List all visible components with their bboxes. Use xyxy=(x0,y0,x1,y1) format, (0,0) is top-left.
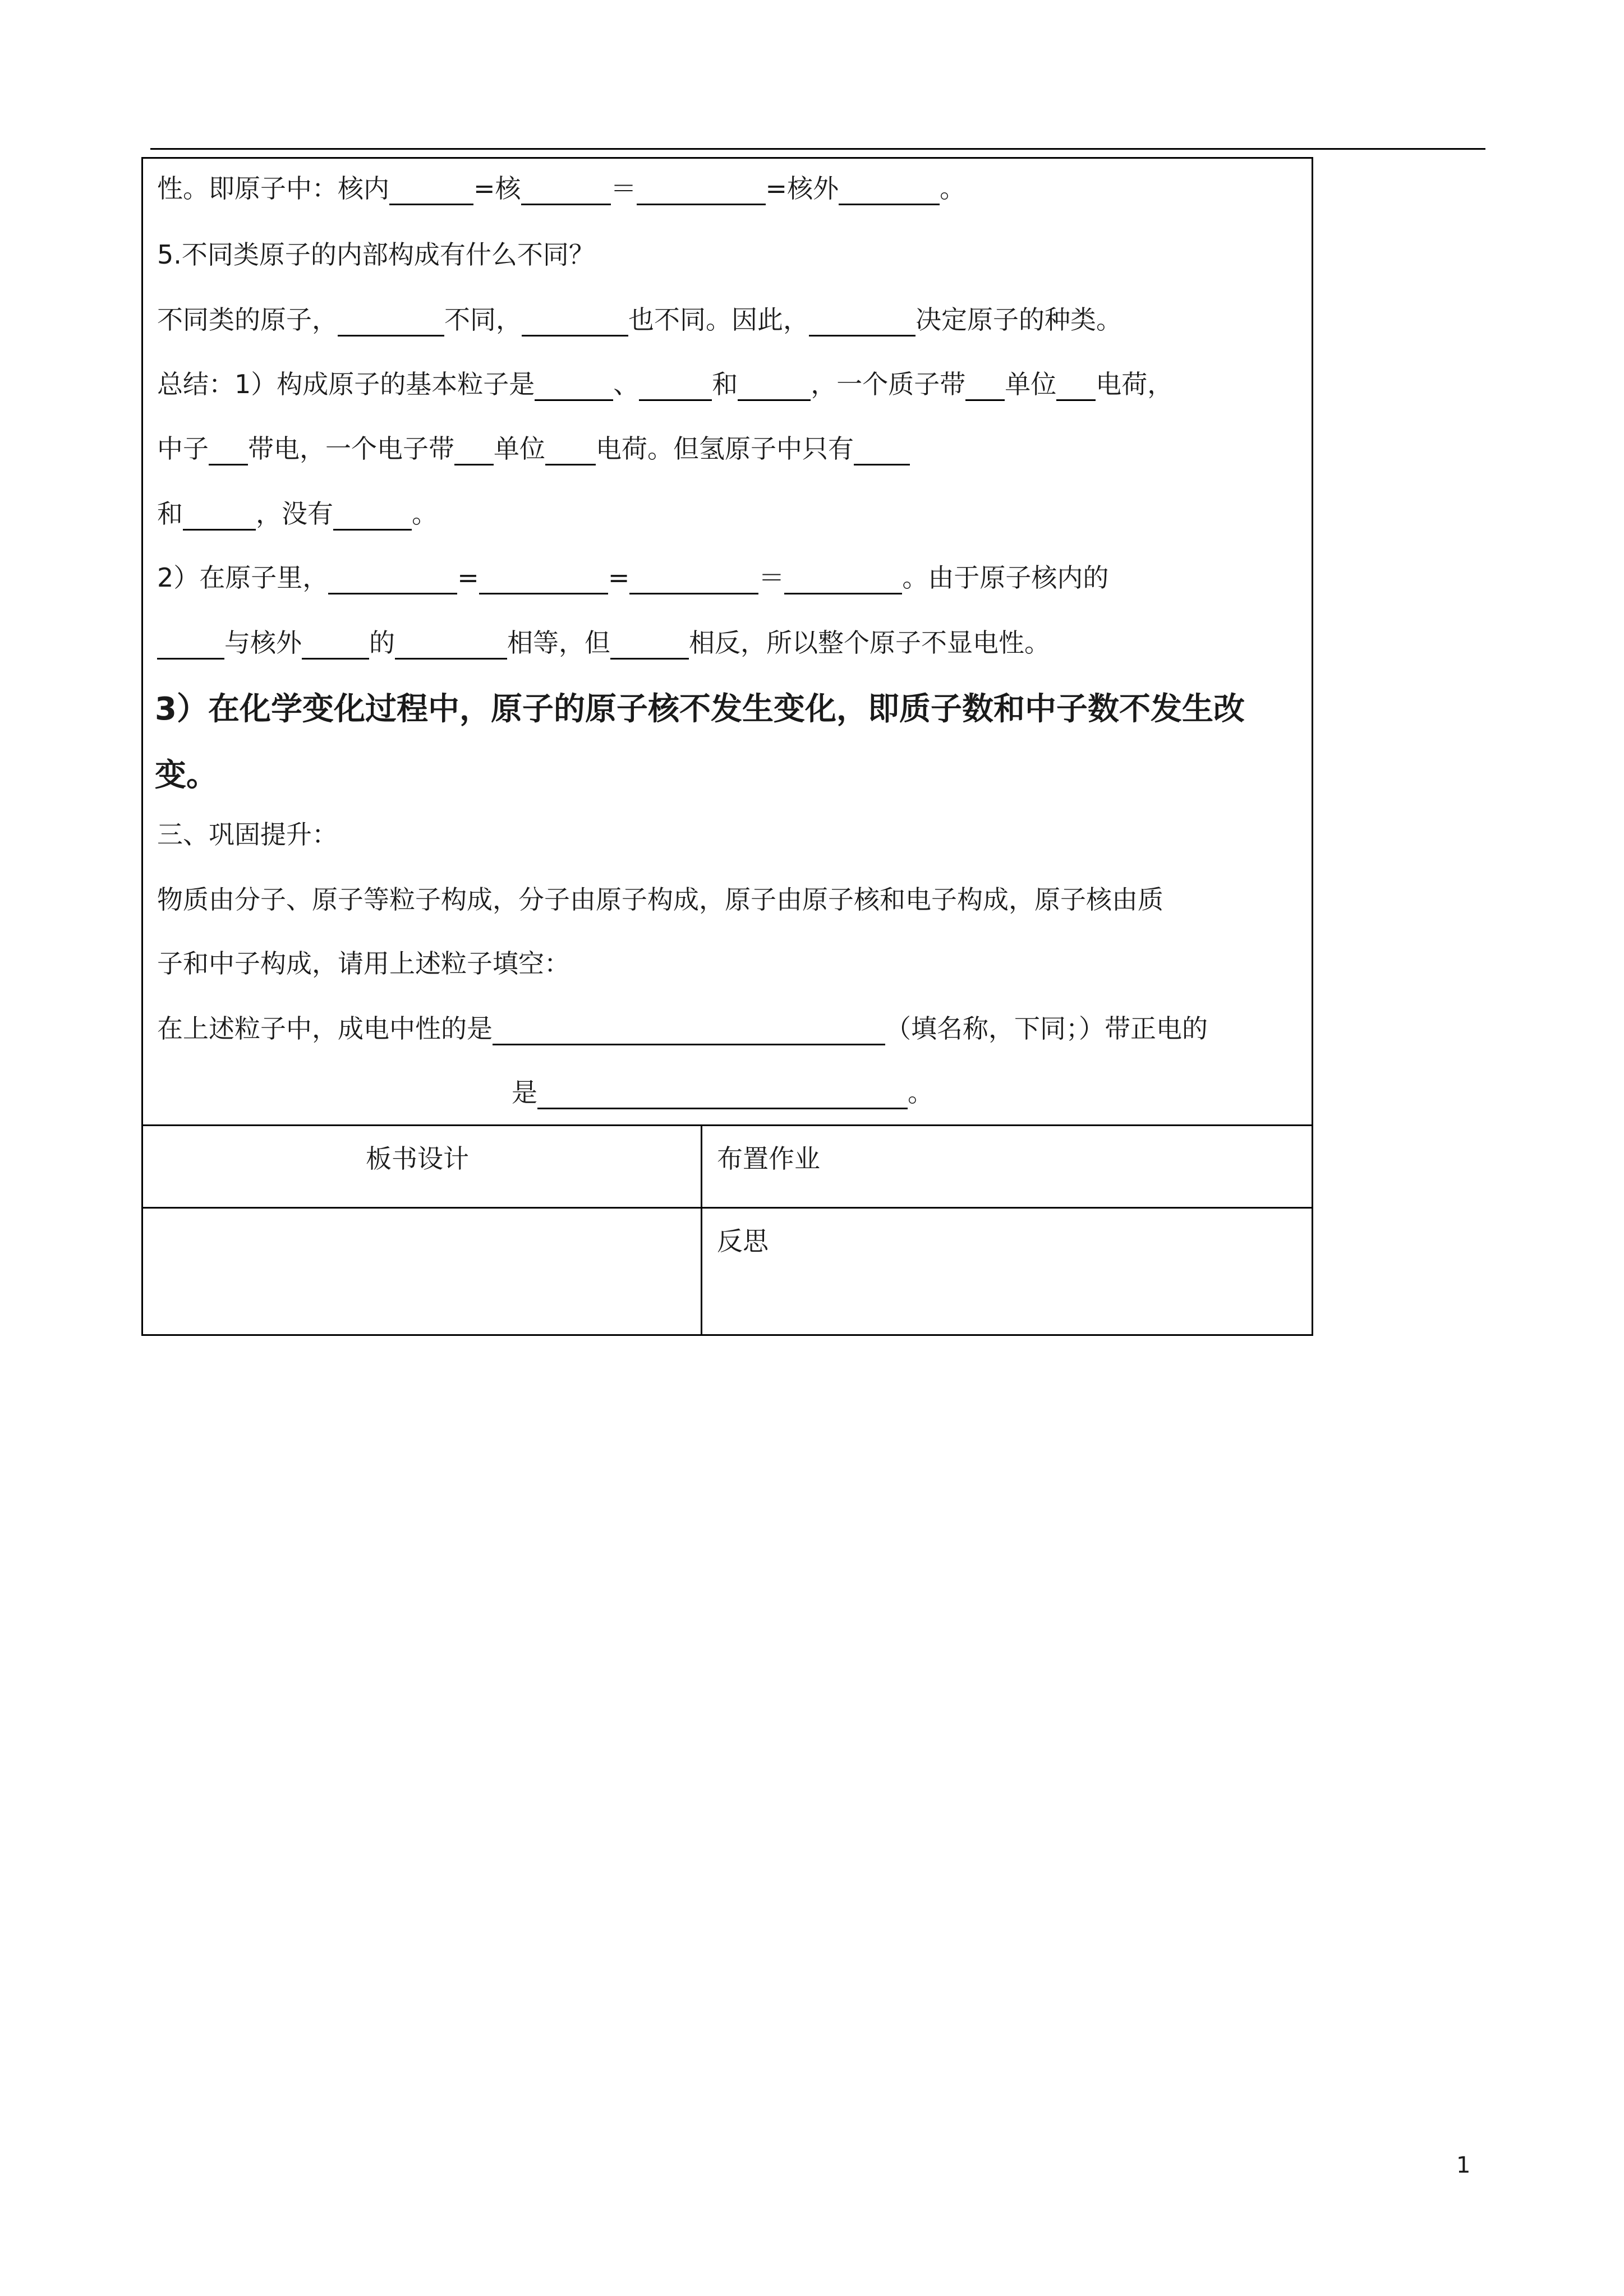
line-15 xyxy=(512,1076,933,1109)
line-5 xyxy=(157,432,910,465)
blank[interactable] xyxy=(535,375,613,401)
text: 单位 xyxy=(494,434,545,464)
table-top-rule xyxy=(141,1124,1313,1126)
text: 带电，一个电子带 xyxy=(248,434,454,464)
blank[interactable] xyxy=(493,1019,885,1045)
text: 子和中子构成，请用上述粒子填空： xyxy=(157,948,570,979)
blank[interactable] xyxy=(454,439,494,465)
summary-point-3: 3）在化学变化过程中，原子的原子核不发生变化，即质子数和中子数不发生改 xyxy=(155,691,1245,727)
text: 电荷， xyxy=(1096,369,1174,399)
table-column-divider xyxy=(701,1124,702,1336)
blank[interactable] xyxy=(395,633,507,660)
text: 、 xyxy=(613,369,640,399)
line-4 xyxy=(157,367,1173,401)
text: 物质由分子、原子等粒子构成，分子由原子构成，原子由原子核和电子构成，原子核由质 xyxy=(157,884,1163,915)
blank[interactable] xyxy=(209,439,248,465)
question-5: 5.不同类原子的内部构成有什么不同？ xyxy=(157,239,595,270)
line-13 xyxy=(157,947,570,980)
text: 也不同。因此， xyxy=(628,305,809,335)
text: （填名称，下同；）带正电的 xyxy=(885,1013,1208,1044)
blank[interactable] xyxy=(338,310,444,336)
text: 性。即原子中：核内 xyxy=(157,173,389,204)
blank[interactable] xyxy=(333,504,412,531)
blank[interactable] xyxy=(328,568,457,594)
text: 电荷。但氢原子中只有 xyxy=(596,434,854,464)
text: 不同类的原子， xyxy=(157,305,338,335)
text: 。由于原子核内的 xyxy=(902,563,1109,593)
blank[interactable] xyxy=(522,310,628,336)
line-9 xyxy=(155,690,1245,729)
blank[interactable] xyxy=(738,375,811,401)
blank[interactable] xyxy=(639,375,712,401)
table-middle-rule xyxy=(141,1207,1313,1209)
line-8 xyxy=(157,626,1050,660)
blank[interactable] xyxy=(545,439,596,465)
text: 决定原子的种类。 xyxy=(915,305,1122,335)
text: 相等，但 xyxy=(507,628,610,658)
blank[interactable] xyxy=(809,310,915,336)
text: 与核外 xyxy=(224,628,302,658)
blank[interactable] xyxy=(183,504,256,531)
text: 总结：1）构成原子的基本粒子是 xyxy=(157,369,535,399)
blank[interactable] xyxy=(637,179,766,205)
blank[interactable] xyxy=(1056,375,1096,401)
text: 相反，所以整个原子不显电性。 xyxy=(689,628,1050,658)
blank[interactable] xyxy=(854,439,910,465)
line-3 xyxy=(157,303,1122,336)
text: 。 xyxy=(940,173,966,204)
board-design-label: 板书设计 xyxy=(366,1144,469,1174)
text: =核 xyxy=(473,173,521,204)
line-14 xyxy=(157,1012,1208,1045)
blank[interactable] xyxy=(610,633,689,660)
text: = xyxy=(608,563,630,593)
homework-label: 布置作业 xyxy=(717,1144,820,1174)
text: =核外 xyxy=(765,173,839,204)
text: ，一个质子带 xyxy=(811,369,966,399)
blank[interactable] xyxy=(965,375,1005,401)
text: 和 xyxy=(157,499,183,529)
blank[interactable] xyxy=(784,568,902,594)
blank[interactable] xyxy=(302,633,369,660)
line-10 xyxy=(155,756,218,795)
blank[interactable] xyxy=(629,568,758,594)
line-1 xyxy=(157,172,965,205)
blank[interactable] xyxy=(839,179,940,205)
text: ＝ xyxy=(610,173,637,204)
text: 在上述粒子中，成电中性的是 xyxy=(157,1013,493,1044)
line-7 xyxy=(157,561,1108,594)
text: 和 xyxy=(712,369,738,399)
blank[interactable] xyxy=(157,633,224,660)
page-number: 1 xyxy=(1456,2152,1471,2178)
text: 。 xyxy=(908,1077,933,1108)
text: 单位 xyxy=(1005,369,1057,399)
blank[interactable] xyxy=(479,568,608,594)
section-heading: 三、巩固提升： xyxy=(157,819,338,850)
header-rule xyxy=(150,148,1485,150)
text: = xyxy=(457,563,479,593)
blank[interactable] xyxy=(537,1083,908,1109)
line-12 xyxy=(157,883,1163,916)
summary-point-3-end: 变。 xyxy=(155,757,218,794)
reflection-label: 反思 xyxy=(717,1226,769,1256)
text: 。 xyxy=(412,499,438,529)
text: 的 xyxy=(369,628,395,658)
line-6 xyxy=(157,497,438,531)
text: ＝ xyxy=(758,563,785,593)
blank[interactable] xyxy=(389,179,473,205)
text: 2）在原子里， xyxy=(157,563,329,593)
line-11 xyxy=(157,818,338,851)
line-2 xyxy=(157,238,595,271)
blank[interactable] xyxy=(521,179,611,205)
text: 是 xyxy=(512,1077,537,1108)
text: 中子 xyxy=(157,434,209,464)
text: 不同， xyxy=(444,305,522,335)
text: ，没有 xyxy=(256,499,333,529)
